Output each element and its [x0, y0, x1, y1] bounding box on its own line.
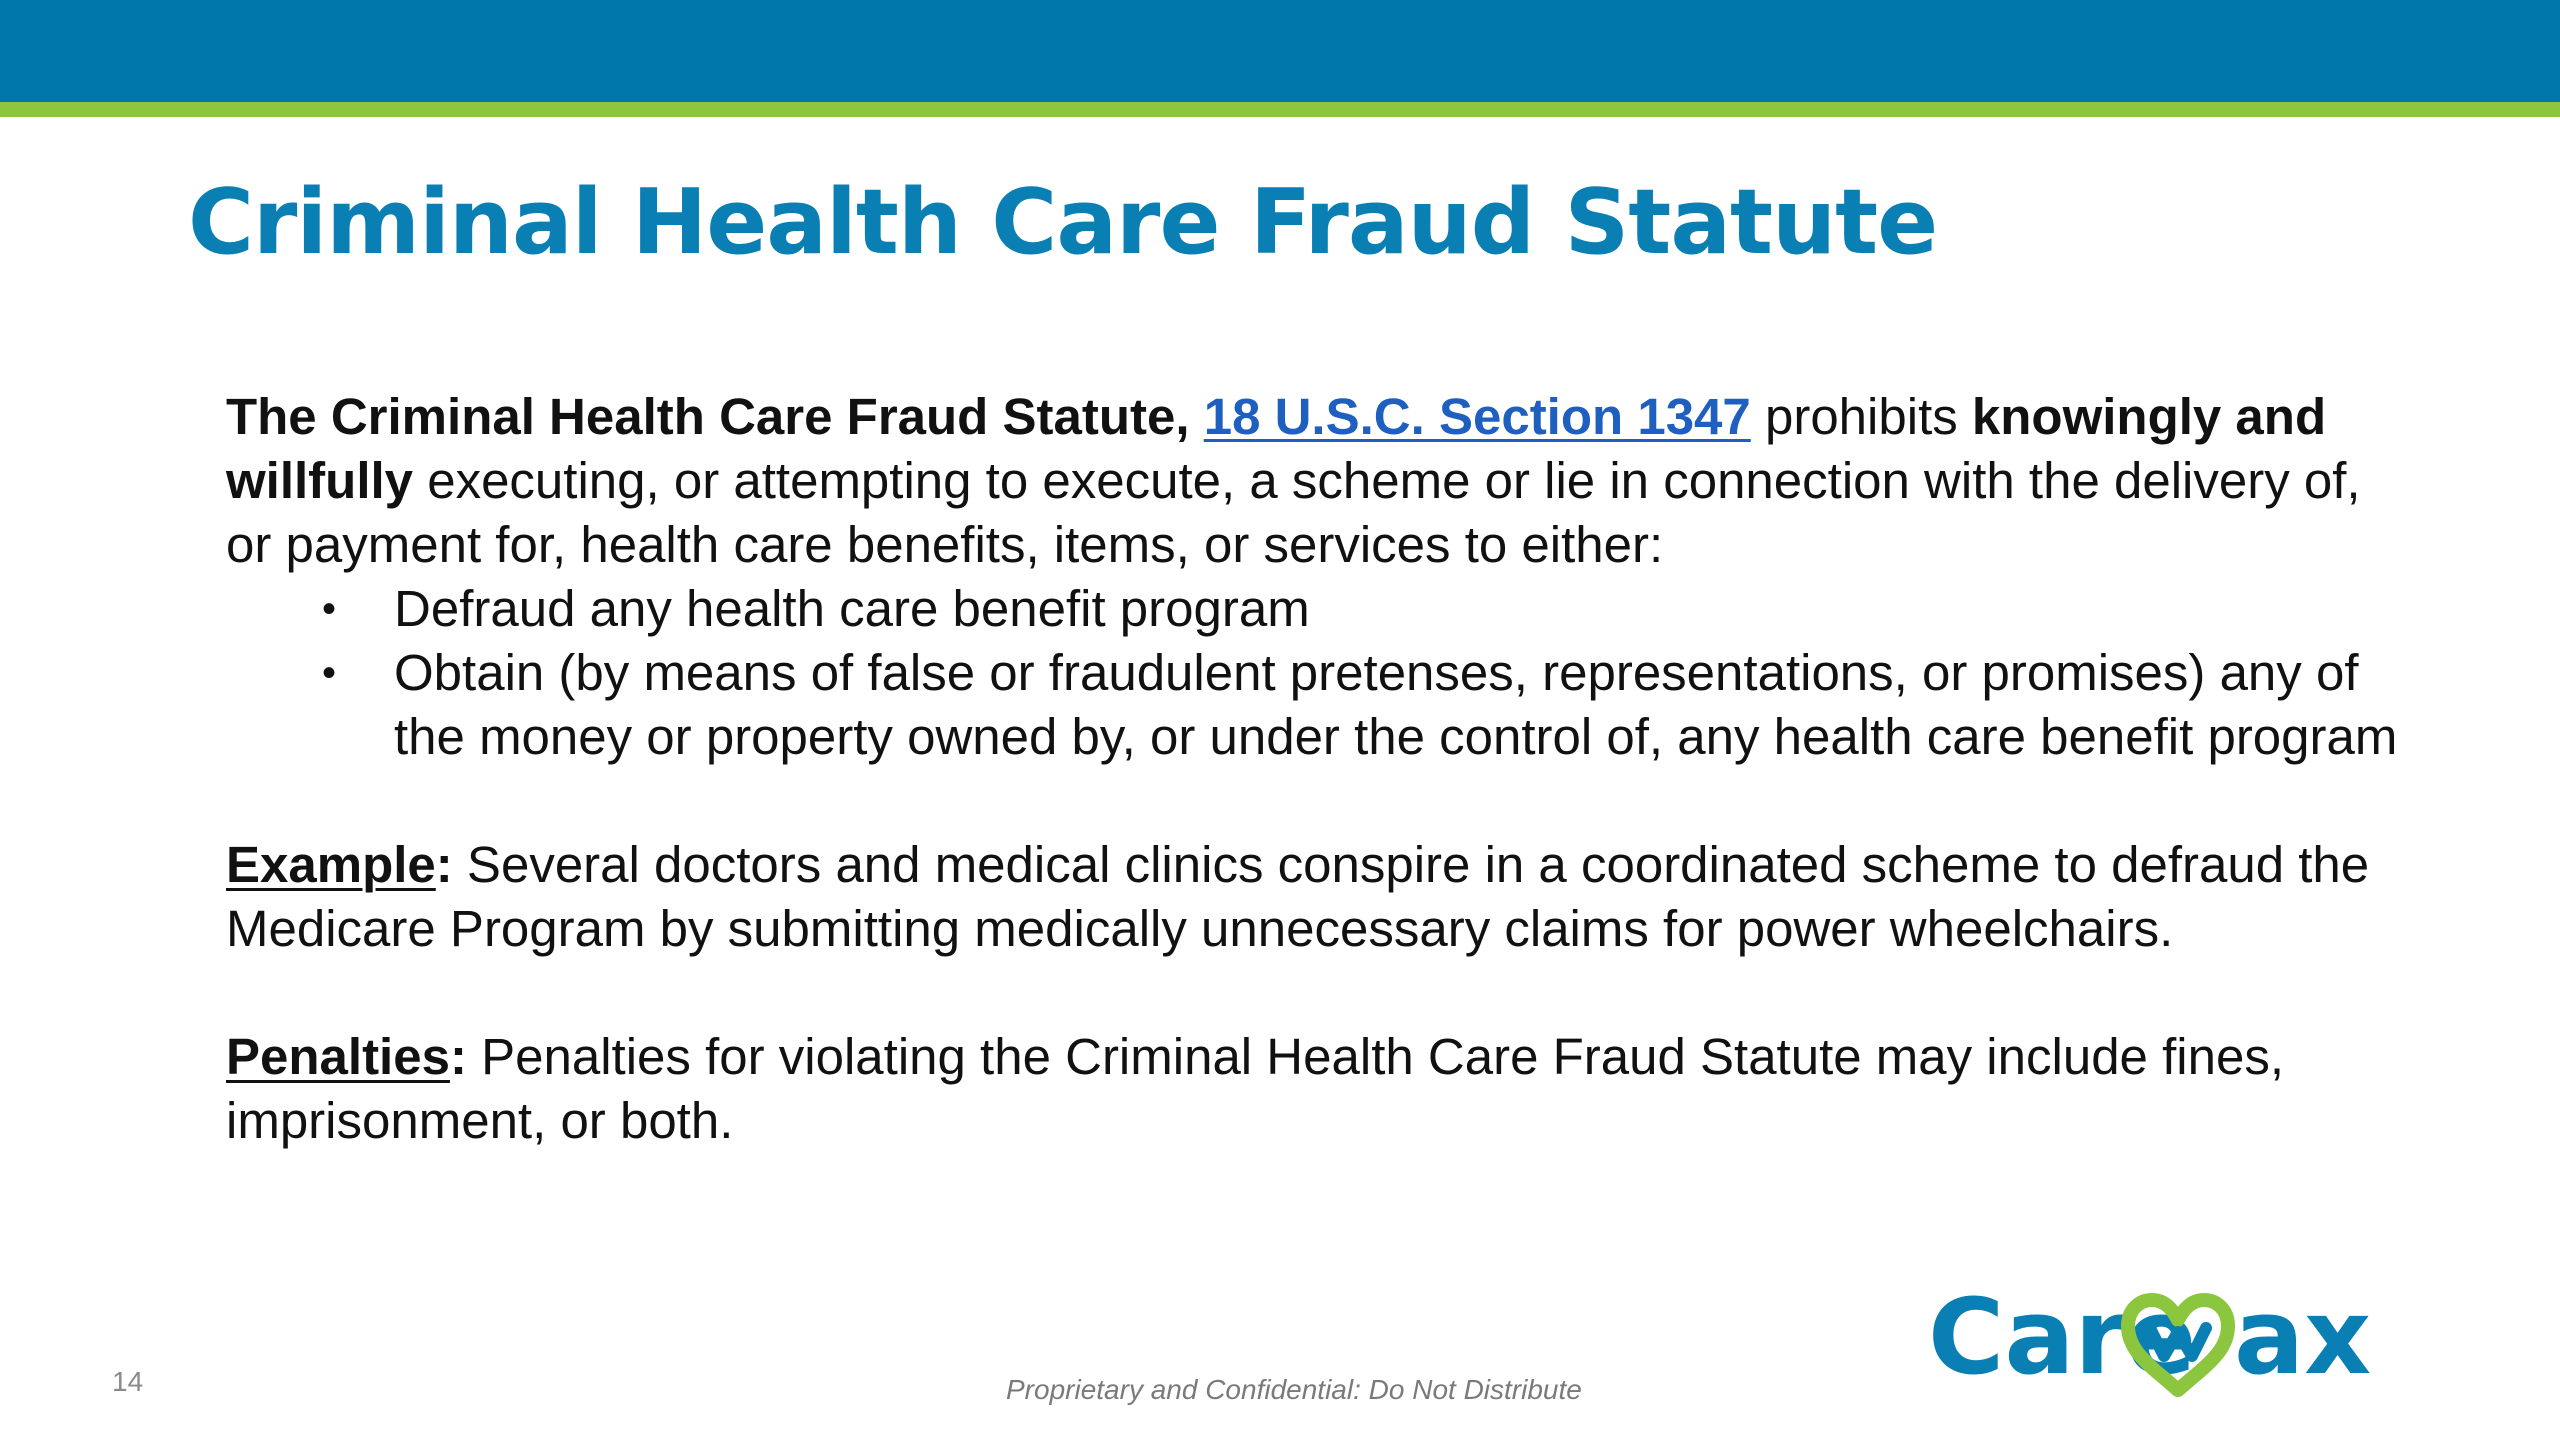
example-colon: :: [435, 836, 453, 893]
caremax-logo: [1928, 1268, 2408, 1408]
spacer: [226, 961, 2406, 1025]
example-label: Example: [226, 836, 436, 893]
penalties-label: Penalties: [226, 1028, 450, 1085]
confidential-note: Proprietary and Confidential: Do Not Distribute: [1006, 1374, 1582, 1405]
list-item: [322, 641, 2406, 769]
bullet-icon: •: [322, 587, 337, 631]
penalties-text: Penalties for violating the Criminal Health Care Fraud Statute may include fines, imprisonment, or both.: [226, 1028, 2284, 1149]
example-text: Several doctors and medical clinics conspire in a coordinated scheme to defraud the Medicare Program by submitting medically unnecessary claims for power wheelchairs.: [226, 836, 2370, 957]
bullet-text: Defraud any health care benefit program: [394, 580, 1310, 637]
bullet-text: Obtain (by means of false or fraudulent pretenses, representations, or promises) any of the money or property owned by, or under the control of, any health care benefit program: [394, 644, 2398, 765]
intro-paragraph: [226, 385, 2406, 577]
slide-title: Criminal Health Care Fraud Statute: [188, 170, 1938, 275]
intro-lead: The Criminal Health Care Fraud Statute,: [226, 388, 1204, 445]
example-paragraph: [226, 833, 2406, 961]
header-accent-bar: [0, 102, 2560, 117]
intro-rest: executing, or attempting to execute, a scheme or lie in connection with the delivery of, or payment for, health care benefits, items, or services to either:: [226, 452, 2361, 573]
header-bar: [0, 0, 2560, 102]
list-item: [322, 577, 2406, 641]
statute-link[interactable]: 18 U.S.C. Section 1347: [1203, 388, 1751, 445]
logo-text-ax: ax: [2234, 1276, 2372, 1398]
logo-text-care: Care: [1928, 1276, 2197, 1398]
page-number: 14: [112, 1366, 144, 1397]
bullet-list: [226, 577, 2406, 769]
bullet-icon: •: [322, 651, 337, 695]
penalties-colon: :: [449, 1028, 467, 1085]
spacer: [226, 769, 2406, 833]
intro-after-link: prohibits: [1750, 388, 1972, 445]
penalties-paragraph: [226, 1025, 2406, 1153]
slide-body: [226, 385, 2406, 1153]
intro-bold-phrase: knowingly and willfully: [226, 388, 2327, 509]
